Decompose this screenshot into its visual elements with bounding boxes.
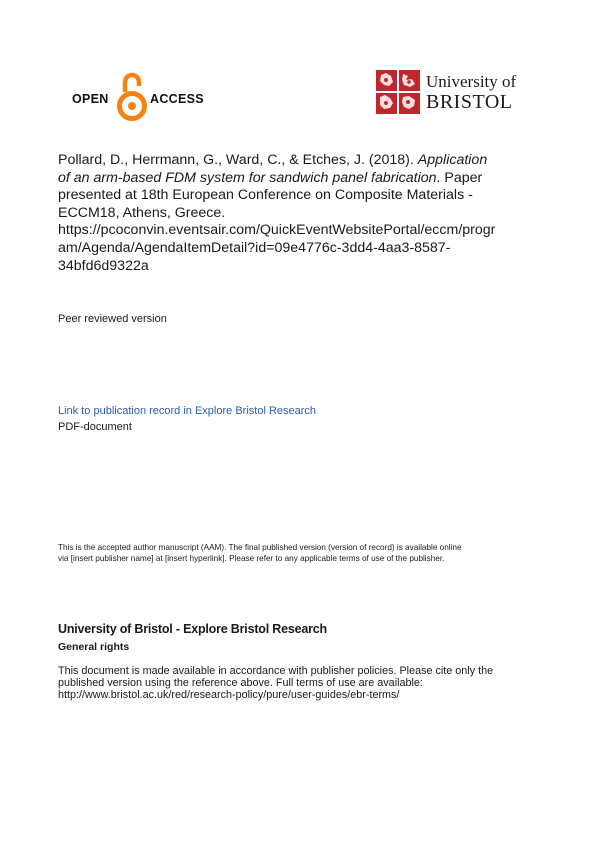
citation-url-line-1: https://pcoconvin.eventsair.com/QuickEventWebsitePortal/eccm/progr bbox=[58, 222, 496, 239]
document-type-label: PDF-document bbox=[58, 421, 132, 433]
open-access-logo bbox=[72, 70, 212, 122]
aam-notice-line-1: This is the accepted author manuscript (AAM). The final published version (version of record) is available online bbox=[58, 543, 462, 552]
citation-authors: Pollard, D., Herrmann, G., Ward, C., & Etches, J. (2018). bbox=[58, 152, 418, 168]
citation-line2-rest: . Paper bbox=[436, 169, 483, 186]
explore-bristol-heading: University of Bristol - Explore Bristol Research bbox=[58, 622, 327, 636]
general-rights-line-2: published version using the reference above. Full terms of use are available: bbox=[58, 677, 423, 690]
bristol-crest-icon bbox=[376, 70, 420, 114]
open-lock-icon bbox=[116, 70, 148, 122]
ebr-terms-url: http://www.bristol.ac.uk/red/research-policy/pure/user-guides/ebr-terms/ bbox=[58, 689, 400, 702]
general-rights-line-1: This document is made available in accordance with publisher policies. Please cite only the bbox=[58, 665, 494, 677]
general-rights-heading: General rights bbox=[58, 641, 130, 653]
bristol-logo-line1: University of bbox=[426, 72, 517, 91]
aam-notice-line-2: via [insert publisher name] at [insert hyperlink]. Please refer to any applicable terms of use of the publisher. bbox=[58, 554, 445, 563]
open-access-open-text: OPEN bbox=[72, 92, 109, 106]
citation-title-part-2: of an arm-based FDM system for sandwich panel fabrication bbox=[58, 169, 437, 186]
citation-line-4: ECCM18, Athens, Greece. bbox=[58, 204, 226, 221]
citation-url-line-2: am/Agenda/AgendaItemDetail?id=09e4776c-3dd4-4aa3-8587- bbox=[58, 239, 451, 256]
bristol-logo-line2: BRISTOL bbox=[426, 91, 513, 113]
citation-block bbox=[58, 152, 548, 275]
general-rights-body bbox=[58, 665, 558, 702]
citation-url-line-3: 34bfd6d9322a bbox=[58, 257, 149, 274]
aam-notice bbox=[58, 542, 558, 564]
citation-line-2 bbox=[58, 170, 548, 188]
citation-line-3: presented at 18th European Conference on Composite Materials - bbox=[58, 187, 473, 204]
open-access-access-text: ACCESS bbox=[150, 92, 204, 106]
publication-record-link[interactable]: Link to publication record in Explore Bristol Research bbox=[58, 405, 317, 417]
version-label: Peer reviewed version bbox=[58, 313, 167, 325]
citation-line-1 bbox=[58, 152, 548, 170]
citation-title-part-1: Application bbox=[417, 152, 488, 168]
university-of-bristol-logo bbox=[376, 70, 526, 114]
